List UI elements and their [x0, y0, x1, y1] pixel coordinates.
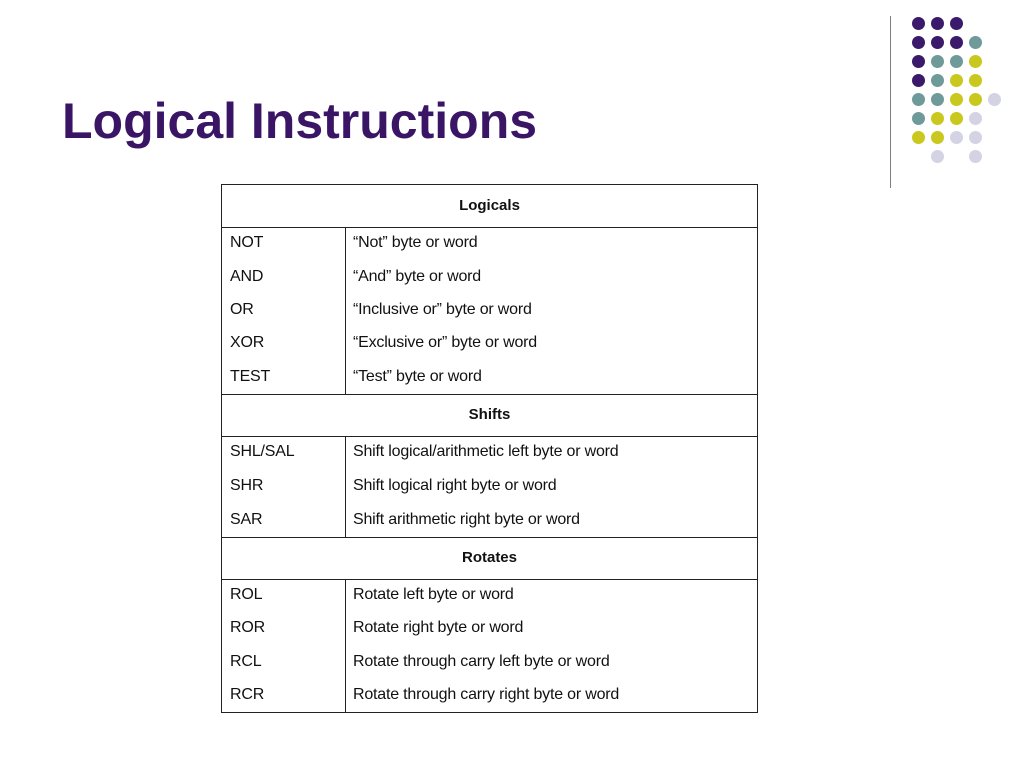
decorative-dot: [931, 150, 944, 163]
decorative-dot: [969, 131, 982, 144]
mnemonic-cell: NOT: [230, 234, 264, 251]
mnemonic-cell: RCR: [230, 686, 265, 703]
decorative-dot: [912, 131, 925, 144]
description-cell: “Inclusive or” byte or word: [353, 301, 532, 318]
decorative-dot: [950, 55, 963, 68]
decorative-dot: [969, 150, 982, 163]
decorative-dot: [912, 93, 925, 106]
description-cell: Shift logical right byte or word: [353, 477, 557, 494]
decorative-dot: [931, 93, 944, 106]
decorative-dot: [950, 93, 963, 106]
column-divider: [345, 579, 346, 713]
decorative-dot: [950, 17, 963, 30]
description-cell: “Test” byte or word: [353, 368, 482, 385]
instruction-table: [221, 184, 758, 713]
column-divider: [345, 227, 346, 394]
decorative-dot: [931, 112, 944, 125]
decorative-dot: [950, 131, 963, 144]
section-header-shifts: Shifts: [468, 406, 511, 423]
decorative-dot: [912, 74, 925, 87]
decorative-dot: [912, 36, 925, 49]
decorative-dot: [969, 55, 982, 68]
mnemonic-cell: ROR: [230, 619, 265, 636]
description-cell: Rotate left byte or word: [353, 586, 514, 603]
column-divider: [345, 436, 346, 537]
decorative-dot: [912, 17, 925, 30]
decorative-dot: [931, 17, 944, 30]
section-divider: [222, 579, 757, 580]
decorative-dot: [931, 36, 944, 49]
mnemonic-cell: TEST: [230, 368, 271, 385]
decorative-dot: [931, 131, 944, 144]
description-cell: Rotate through carry right byte or word: [353, 686, 620, 703]
decorative-dot: [988, 93, 1001, 106]
description-cell: Rotate right byte or word: [353, 619, 524, 636]
decorative-dot: [931, 74, 944, 87]
decorative-dot: [969, 36, 982, 49]
decorative-dot: [912, 112, 925, 125]
mnemonic-cell: XOR: [230, 334, 265, 351]
mnemonic-cell: SHL/SAL: [230, 443, 295, 460]
decorative-dot: [969, 112, 982, 125]
mnemonic-cell: SAR: [230, 511, 263, 528]
mnemonic-cell: RCL: [230, 653, 262, 670]
section-divider: [222, 227, 757, 228]
description-cell: “And” byte or word: [353, 268, 482, 285]
decorative-dot: [950, 36, 963, 49]
decorative-dot: [931, 55, 944, 68]
decorative-dot: [912, 55, 925, 68]
section-header-logicals: Logicals: [459, 197, 520, 214]
decorative-dot: [950, 112, 963, 125]
mnemonic-cell: ROL: [230, 586, 263, 603]
decorative-divider-line: [890, 16, 891, 188]
description-cell: Rotate through carry left byte or word: [353, 653, 610, 670]
description-cell: Shift logical/arithmetic left byte or word: [353, 443, 619, 460]
decorative-dot: [950, 74, 963, 87]
mnemonic-cell: OR: [230, 301, 254, 318]
mnemonic-cell: AND: [230, 268, 264, 285]
description-cell: “Not” byte or word: [353, 234, 478, 251]
description-cell: “Exclusive or” byte or word: [353, 334, 537, 351]
mnemonic-cell: SHR: [230, 477, 264, 494]
section-header-rotates: Rotates: [461, 549, 517, 566]
description-cell: Shift arithmetic right byte or word: [353, 511, 580, 528]
decorative-dot: [969, 93, 982, 106]
section-divider: [222, 436, 757, 437]
decorative-dot: [969, 74, 982, 87]
slide-title: Logical Instructions: [62, 93, 538, 149]
